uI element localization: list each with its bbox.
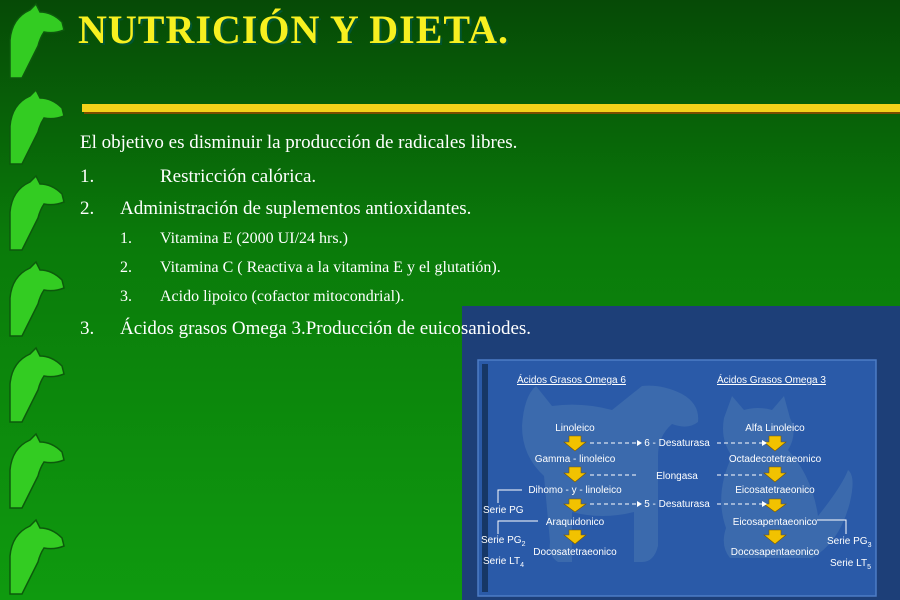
omega3-docosapentaeonico: Docosapentaeonico bbox=[730, 547, 820, 558]
omega6-linoleico: Linoleico bbox=[555, 423, 595, 434]
omega3-alfa-linoleico: Alfa Linoleico bbox=[745, 423, 805, 434]
list-item: 3. Ácidos grasos Omega 3.Producción de euicosaniodes. bbox=[80, 318, 532, 339]
fatty-acid-diagram bbox=[462, 306, 900, 600]
intro-text: El objetivo es disminuir la producción de radicales libres. bbox=[80, 132, 518, 153]
left-series-lt4: Serie $LT_4$ bbox=[483, 556, 524, 569]
left-series-pg: Serie PG bbox=[483, 505, 524, 516]
title-underline bbox=[82, 104, 900, 112]
right-series-pg3: Serie $PG_3$ bbox=[827, 536, 872, 549]
omega6-dihomo: Dihomo - y - linoleico bbox=[528, 485, 622, 496]
slide-title: NUTRICIÓN Y DIETA. bbox=[78, 7, 510, 52]
omega3-eicosapentaeonico: Eicosapentaeonico bbox=[732, 517, 818, 528]
enzyme-elongasa: Elongasa bbox=[656, 471, 698, 482]
left-series-pg2: Serie $PG_2$ bbox=[481, 535, 526, 548]
list-item: 2. Administración de suplementos antioxidantes. bbox=[80, 198, 472, 219]
list-item: 1. Restricción calórica. bbox=[80, 166, 317, 187]
sub-list-item: 3. Acido lipoico (cofactor mitocondrial). bbox=[120, 288, 405, 305]
enzyme-6-desaturasa: 6 - Desaturasa bbox=[644, 438, 710, 449]
enzyme-5-desaturasa: 5 - Desaturasa bbox=[644, 499, 710, 510]
omega3-octadecotetraeonico: Octadecotetraeonico bbox=[728, 454, 822, 465]
omega6-header: Ácidos Grasos Omega 6 bbox=[517, 375, 626, 386]
sub-list-item: 1. Vitamina E (2000 UI/24 hrs.) bbox=[120, 230, 348, 247]
omega3-eicosatetraeonico: Eicosatetraeonico bbox=[735, 485, 815, 496]
dog-silhouette-strip bbox=[0, 0, 70, 600]
omega6-gamma-linoleico: Gamma - linoleico bbox=[534, 454, 616, 465]
omega6-araquidonico: Araquidonico bbox=[545, 517, 605, 528]
omega6-docosatetraeonico: Docosatetraeonico bbox=[533, 547, 617, 558]
right-series-lt5: Serie $LT_5$ bbox=[830, 558, 871, 571]
omega3-header: Ácidos Grasos Omega 3 bbox=[717, 375, 826, 386]
sub-list-item: 2. Vitamina C ( Reactiva a la vitamina E y el glutatión). bbox=[120, 259, 501, 276]
